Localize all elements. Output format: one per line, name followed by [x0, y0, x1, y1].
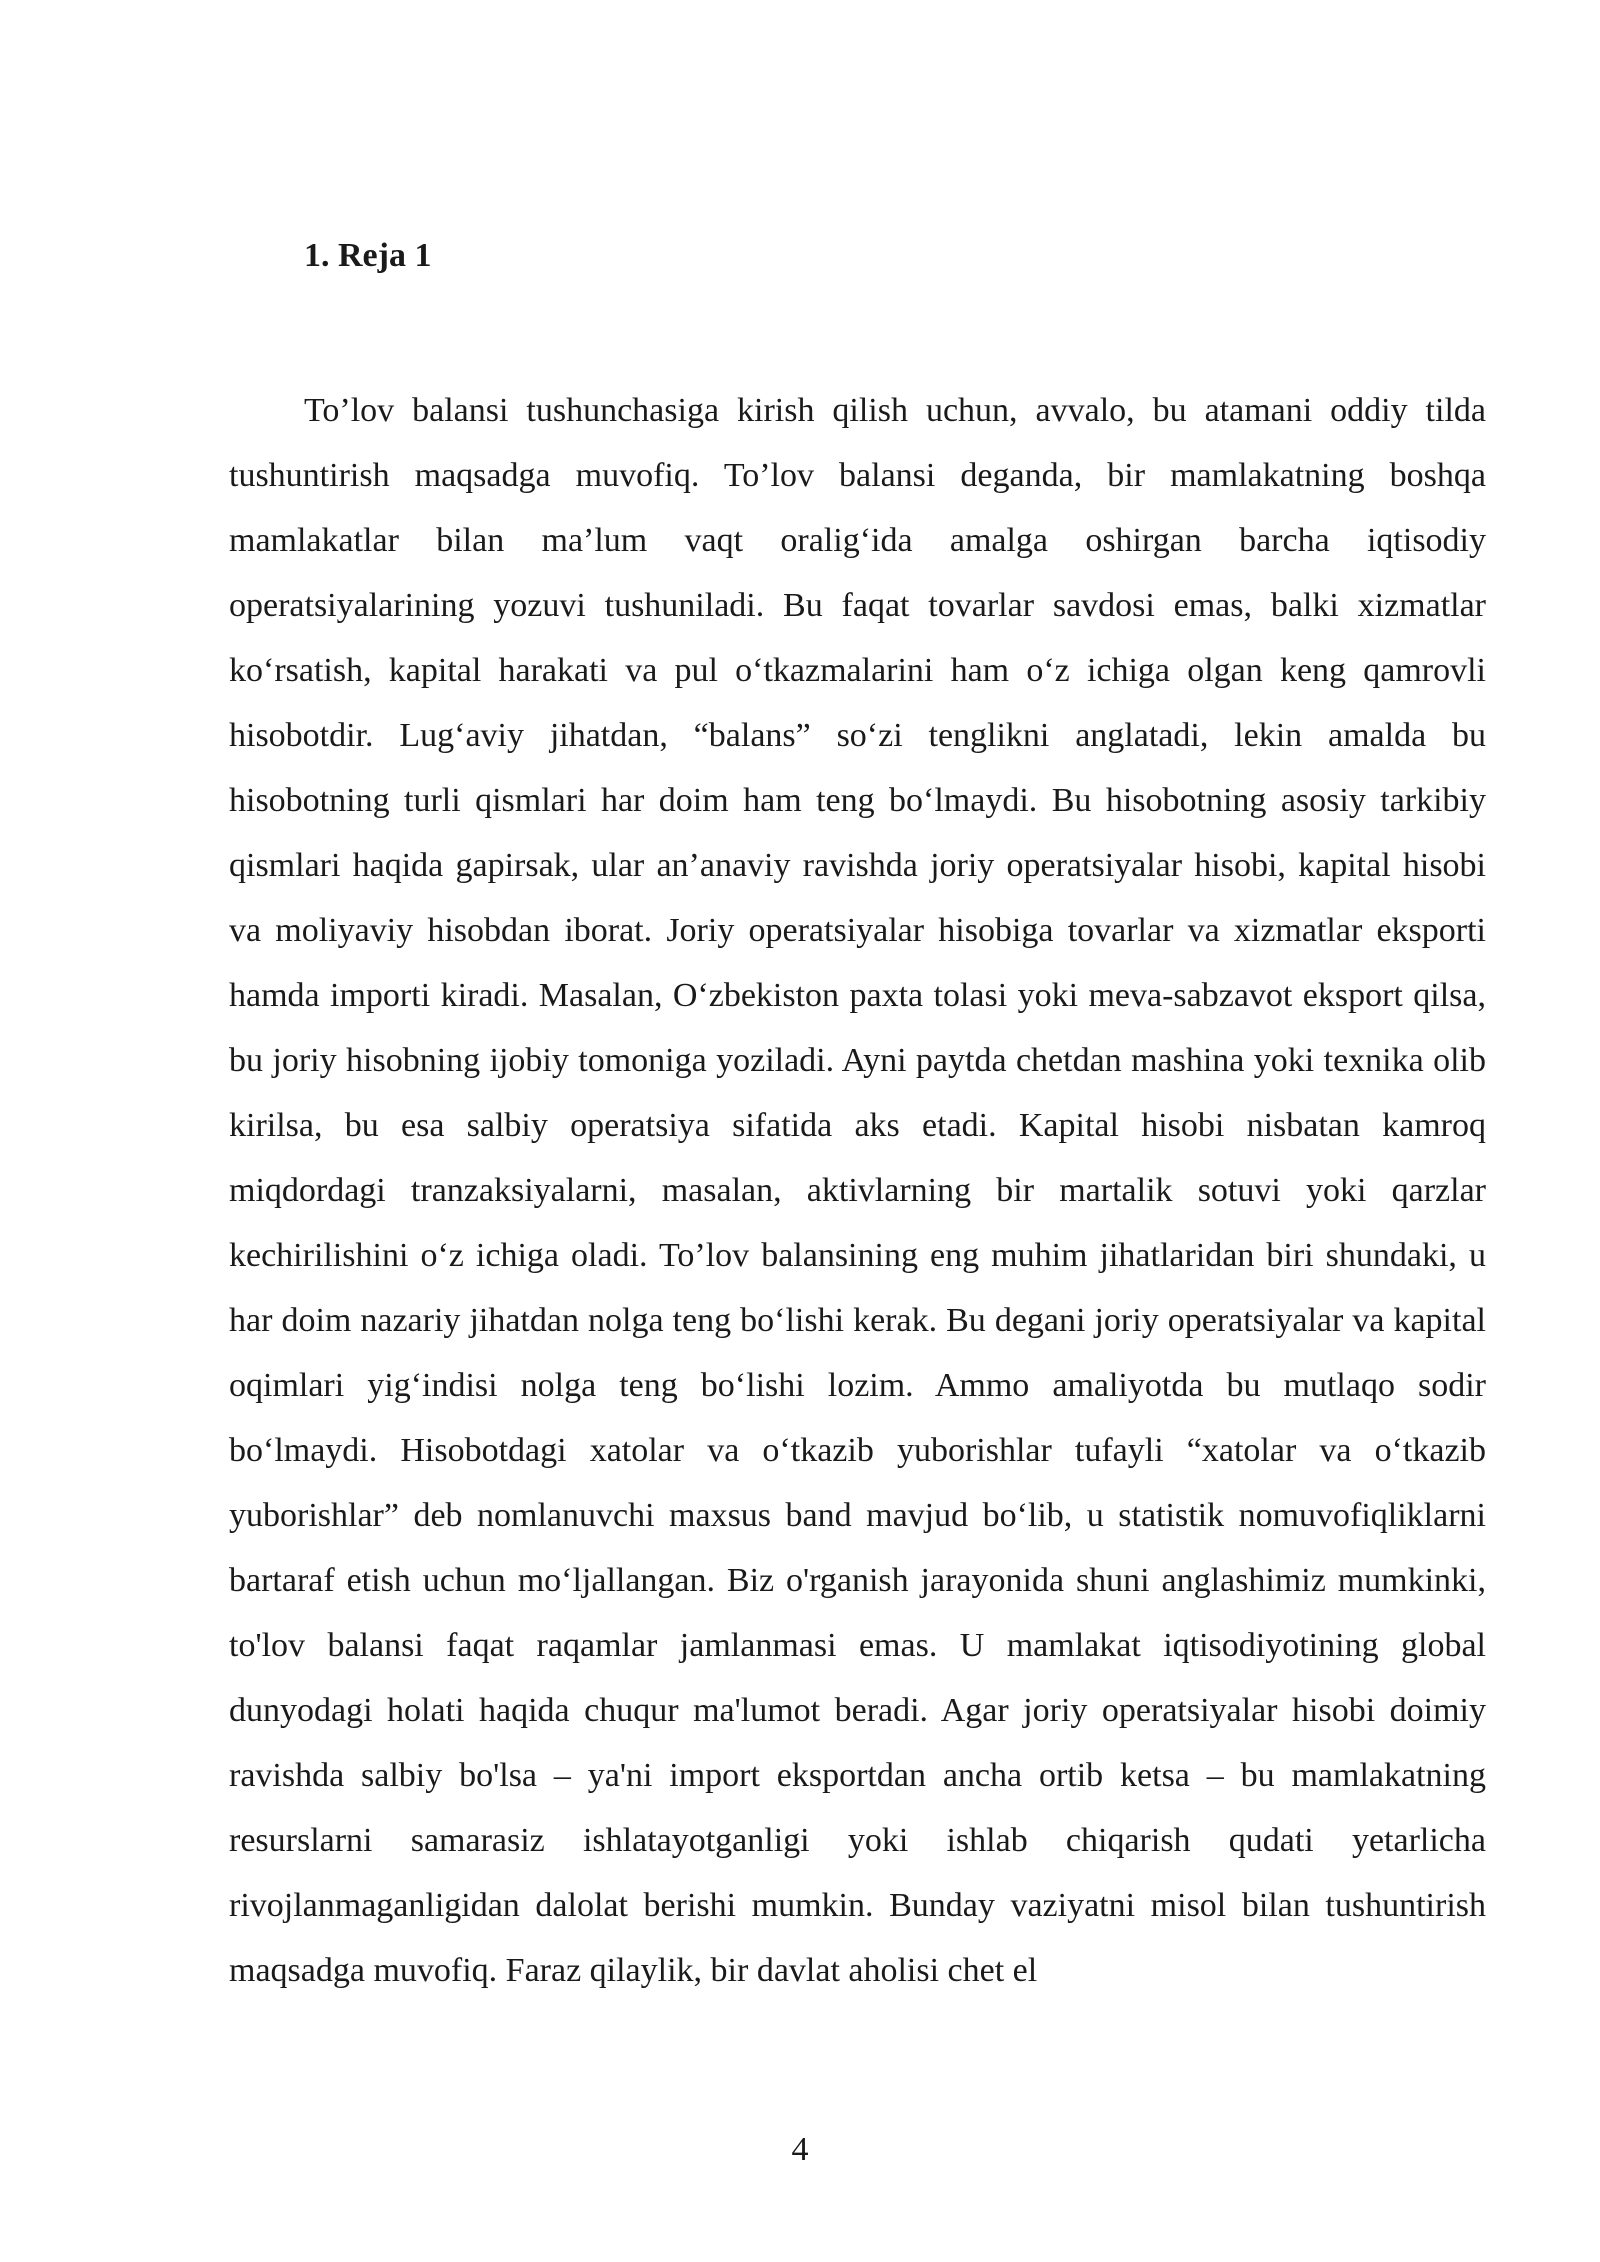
section-heading: 1. Reja 1 — [304, 237, 432, 274]
page-number: 4 — [791, 2131, 809, 2168]
body-paragraph: To’lov balansi tushunchasiga kirish qilish uchun, avvalo, bu atamani oddiy tilda tushuntirish maqsadga muvofiq. To’lov balansi deganda, bir mamlakatning boshqa mamlakatlar bilan ma’lum vaqt oralig‘ida amalga oshirgan barcha iqtisodiy operatsiyalarining yozuvi tushuniladi. Bu faqat tovarlar savdosi emas, balki xizmatlar ko‘rsatish, kapital harakati va pul o‘tkazmalarini ham o‘z ichiga olgan keng qamrovli hisobotdir. Lug‘aviy jihatdan, “balans” so‘zi tenglikni anglatadi, lekin amalda bu hisobotning turli qismlari har doim ham teng bo‘lmaydi. Bu hisobotning asosiy tarkibiy qismlari haqida gapirsak, ular an’anaviy ravishda joriy operatsiyalar hisobi, kapital hisobi va moliyaviy hisobdan iborat. Joriy operatsiyalar hisobiga tovarlar va xizmatlar eksporti hamda importi kiradi. Masalan, O‘zbekiston paxta tolasi yoki meva-sabzavot eksport qilsa, bu joriy hisobning ijobiy tomoniga yoziladi. Ayni paytda chetdan mashina yoki texnika olib kirilsa, bu esa salbiy operatsiya sifatida aks etadi. Kapital hisobi nisbatan kamroq miqdordagi tranzaksiyalarni, masalan, aktivlarning bir martalik sotuvi yoki qarzlar kechirilishini o‘z ichiga oladi. To’lov balansining eng muhim jihatlaridan biri shundaki, u har doim nazariy jihatdan nolga teng bo‘lishi kerak. Bu degani joriy operatsiyalar va kapital oqimlari yig‘indisi nolga teng bo‘lishi lozim. Ammo amaliyotda bu mutlaqo sodir bo‘lmaydi. Hisobotdagi xatolar va o‘tkazib yuborishlar tufayli “xatolar va o‘tkazib yuborishlar” deb nomlanuvchi maxsus band mavjud bo‘lib, u statistik nomuvofiqliklarni bartaraf etish uchun mo‘ljallangan. Biz o'rganish jarayonida shuni anglashimiz mumkinki, to'lov balansi faqat raqamlar jamlanmasi emas. U mamlakat iqtisodiyotining global dunyodagi holati haqida chuqur ma'lumot beradi. Agar joriy operatsiyalar hisobi doimiy ravishda salbiy bo'lsa – ya'ni import eksportdan ancha ortib ketsa – bu mamlakatning resurslarni samarasiz ishlatayotganligi yoki ishlab chiqarish qudati yetarlicha rivojlanmaganligidan dalolat berishi mumkin. Bunday vaziyatni misol bilan tushuntirish maqsadga muvofiq. Faraz qilaylik, bir davlat aholisi chet el — [229, 392, 1486, 1989]
